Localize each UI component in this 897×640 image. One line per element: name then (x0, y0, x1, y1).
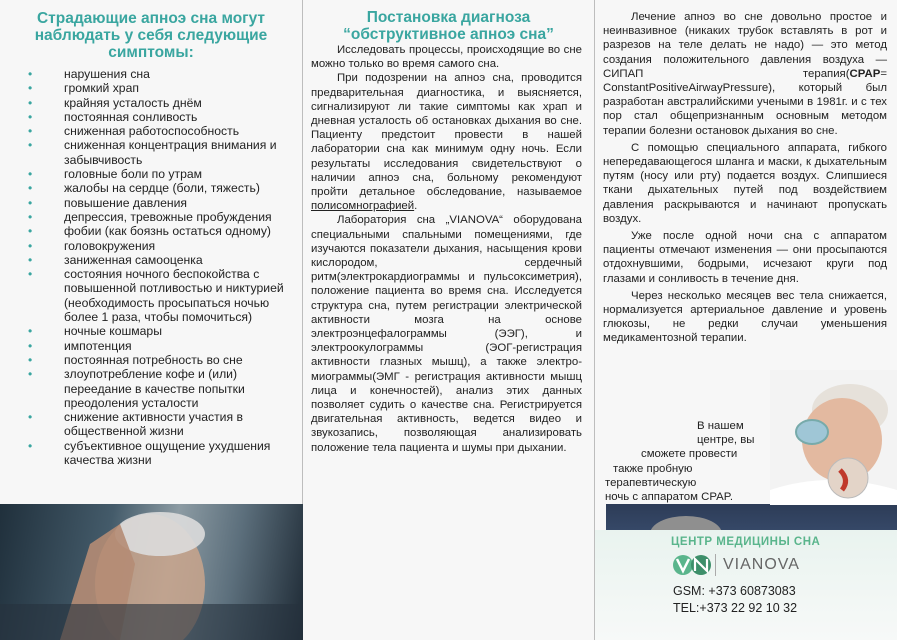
diagnosis-paragraph-2: При подозрении на апноэ сна, проводится предварительная диагностика, и выясняется, сигнализируют ли такие симптомы как храп и дневная усталость об остановках дыхания во сне. Пациенту предстоит провести в нашей лаборатории сна как минимум одну ночь. Если результаты исследования свидетельствуют о наличии апноэ сна, больному рекомендуют пройти детальное обследование, называемое полисомнографией. (311, 72, 582, 213)
diagnosis-column (303, 0, 595, 640)
treatment-paragraph-2: С помощью специального аппарата, гибкого непередавающегося шланга и маски, к дыхательным путям (носу или рту) подается воздух. Слипшиеся ткани дыхательных путей под воздействием давления раскрываются и начинают пропускать воздух. (603, 141, 887, 225)
cpap-offer-line: В нашем центре, вы (697, 420, 755, 447)
symptom-item: • громкий храп (28, 81, 294, 95)
symptom-item: • импотенция (28, 339, 294, 353)
symptom-item: • крайняя усталость днём (28, 96, 294, 110)
treatment-paragraph-1: Лечение апноэ во сне довольно простое и неинвазивное (никаких трубок вставлять в рот и разрезов на теле делать не надо) — это метод создания положительного давления воздуха — СИПАП терапия(CPAP= ConstantPositiveAirwayPressure), который был разработан австралийскими учеными в 1981г. и с тех пор стал общепризнанным основным методом терапии болезни остановок дыхания во сне. (603, 11, 887, 137)
logo-title: ЦЕНТР МЕДИЦИНЫ СНА (671, 536, 821, 548)
cpap-offer-text (605, 419, 775, 504)
symptom-item: • субъективное ощущение ухудшения качества жизни (28, 439, 294, 468)
symptom-item: • депрессия, тревожные пробуждения (28, 210, 294, 224)
symptom-item: • злоупотребление кофе и (или) переедание в качестве попытки преодоления усталости (28, 367, 294, 410)
cpap-mask-photo (770, 370, 897, 505)
symptom-item: • постоянная потребность во сне (28, 353, 294, 367)
cpap-offer-line: терапевтическую (605, 476, 697, 489)
symptom-item: • заниженная самооценка (28, 253, 294, 267)
diagnosis-paragraph-3: Лаборатория сна „VIANOVA“ оборудована специальными спальными помещениями, где изучаются показатели дыхания, насыщения крови кислородом, сердечный ритм(электрокардиограммы и пульсоксиметрия), положение пациента во время сна. Исследуется структура сна, путем регистрации электрической активности мозга на основе электроэнцефалограммы (ЭЭГ), и электроокулограммы (ЭОГ-регистрация активности глазных мышц), а также электро-миограммы(ЭМГ - регистрация активности мышц лица и конечностей), анализ этих данных позволяет судить о качестве сна. Регистрируется двигательная активность, ведется видео и звукозапись, позволяющая анализировать положение тела пациента и шумы при дыхании. (311, 214, 582, 454)
diagnosis-title: Постановка диагноза “обструктивное апноэ сна” (343, 9, 554, 43)
logo-name: VIANOVA (723, 556, 800, 573)
tired-man-photo (0, 504, 303, 640)
contact-block (595, 530, 897, 640)
logo-divider (715, 554, 716, 576)
symptom-item: • сниженная работоспособность (28, 124, 294, 138)
treatment-paragraph-4: Через несколько месяцев вес тела снижается, нормализуется артериальное давление и уровень глюкозы, не редки случаи уменьшения медикаментозной терапии. (603, 289, 887, 345)
symptom-item: • сниженная концентрация внимания и забывчивость (28, 138, 294, 167)
symptom-item: • головокружения (28, 239, 294, 253)
symptom-list (0, 67, 302, 467)
cpap-offer-line: также пробную (613, 462, 693, 475)
cpap-offer-line: сможете провести (641, 448, 738, 461)
symptom-item: • ночные кошмары (28, 324, 294, 338)
polysomnography-link[interactable]: полисомнографией (311, 200, 415, 213)
gsm-number[interactable]: GSM: +373 60873083 (673, 584, 796, 598)
tel-number[interactable]: TEL:+373 22 92 10 32 (673, 601, 798, 615)
symptom-item: • головные боли по утрам (28, 167, 294, 181)
symptom-item: • жалобы на сердце (боли, тяжесть) (28, 181, 294, 195)
symptom-item: • фобии (как боязнь остаться одному) (28, 224, 294, 238)
treatment-text (595, 0, 897, 346)
symptom-item: • повышение давления (28, 196, 294, 210)
symptom-item: • состояния ночного беспокойства с повышенной потливостью и никтурией (необходимость просыпаться ночью более 1 раза, чтобы помочиться) (28, 267, 294, 324)
diagnosis-text (303, 43, 594, 455)
treatment-paragraph-3: Уже после одной ночи сна с аппаратом пациенты отмечают изменения — они просыпаются отдохнувшими, бодрыми, исчезают круги под глазами и сонливость в течение дня. (603, 230, 887, 285)
symptom-item: • постоянная сонливость (28, 110, 294, 124)
symptoms-title: Страдающие апноэ сна могут наблюдать у себя следующие симптомы: (34, 10, 268, 61)
symptoms-column (0, 0, 303, 640)
vianova-logo-icon (673, 554, 713, 576)
cpap-offer-line: ночь с аппаратом CPAP. (605, 491, 733, 504)
symptom-item: • нарушения сна (28, 67, 294, 81)
diagnosis-paragraph-1: Исследовать процессы, происходящие во сне можно только во время самого сна. (311, 44, 582, 71)
symptom-item: • снижение активности участия в общественной жизни (28, 410, 294, 439)
